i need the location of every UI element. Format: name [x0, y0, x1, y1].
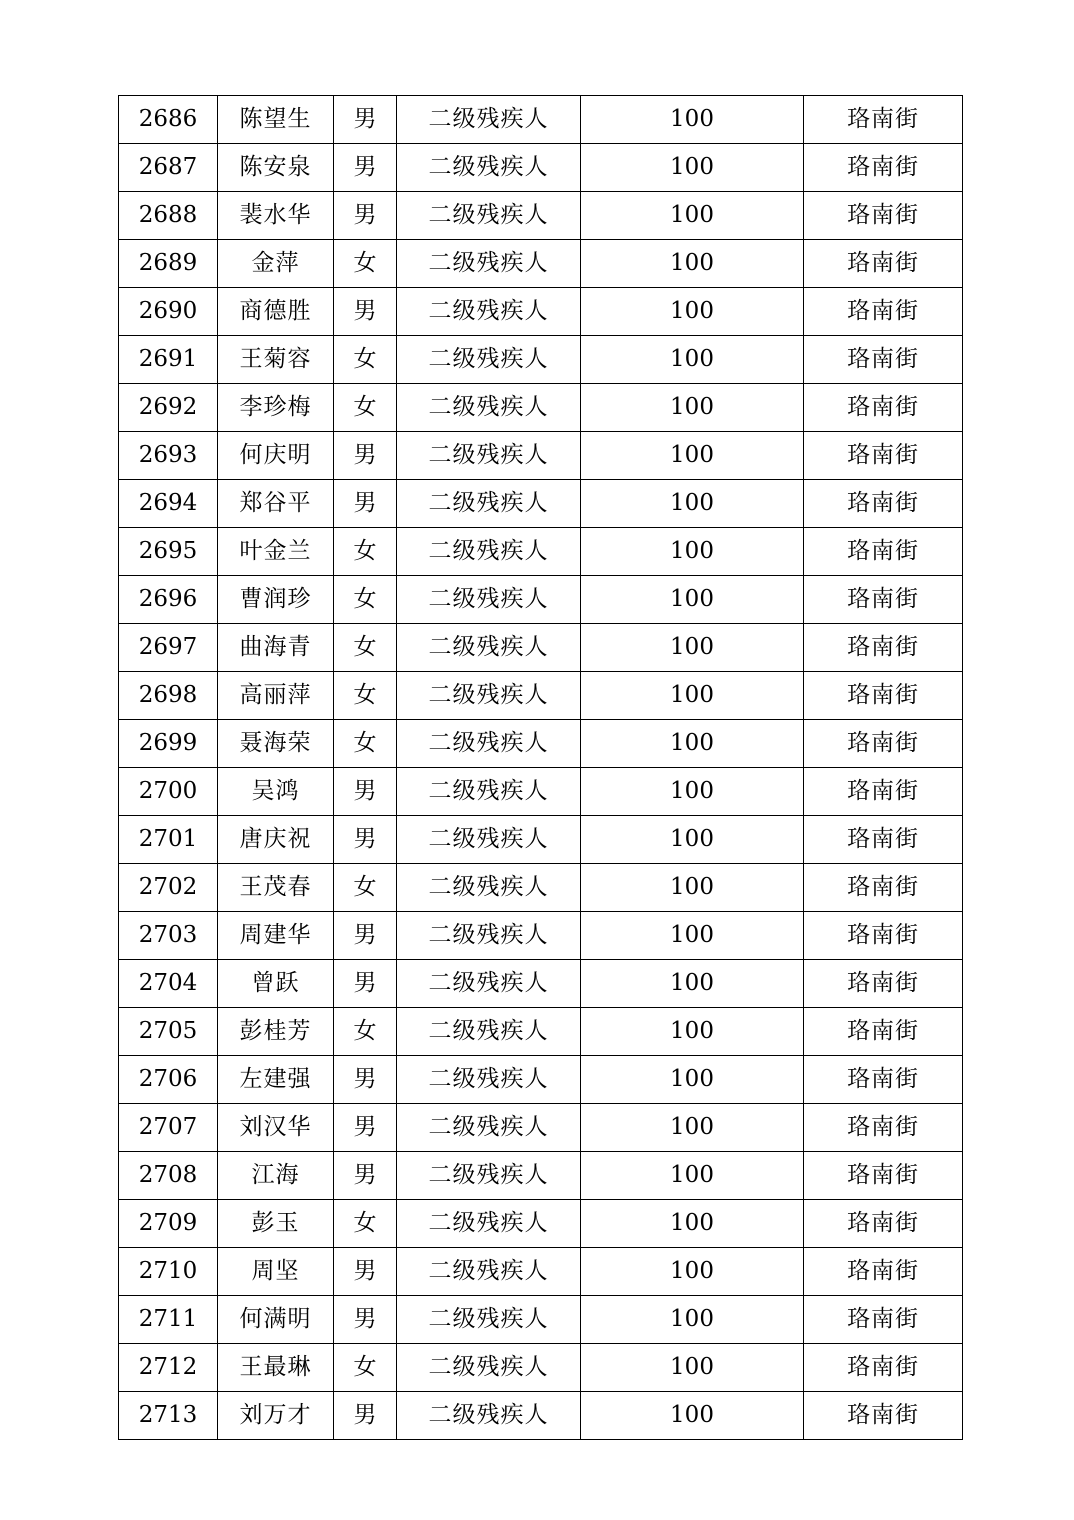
cell-gender: 女 — [334, 1344, 397, 1392]
cell-amount: 100 — [581, 864, 804, 912]
table-row — [119, 288, 963, 336]
cell-category: 二级残疾人 — [397, 432, 581, 480]
cell-amount: 100 — [581, 672, 804, 720]
cell-street: 珞南街 — [804, 528, 963, 576]
cell-street: 珞南街 — [804, 720, 963, 768]
cell-name: 曹润珍 — [218, 576, 334, 624]
cell-id: 2708 — [119, 1152, 218, 1200]
cell-street: 珞南街 — [804, 912, 963, 960]
cell-name: 刘汉华 — [218, 1104, 334, 1152]
cell-street: 珞南街 — [804, 672, 963, 720]
table-row — [119, 816, 963, 864]
cell-gender: 男 — [334, 288, 397, 336]
cell-street: 珞南街 — [804, 864, 963, 912]
cell-name: 吴鸿 — [218, 768, 334, 816]
cell-id: 2707 — [119, 1104, 218, 1152]
cell-id: 2694 — [119, 480, 218, 528]
cell-amount: 100 — [581, 288, 804, 336]
cell-id: 2687 — [119, 144, 218, 192]
cell-name: 李珍梅 — [218, 384, 334, 432]
cell-id: 2697 — [119, 624, 218, 672]
cell-id: 2692 — [119, 384, 218, 432]
cell-id: 2705 — [119, 1008, 218, 1056]
cell-street: 珞南街 — [804, 1104, 963, 1152]
cell-name: 曾跃 — [218, 960, 334, 1008]
cell-gender: 男 — [334, 1104, 397, 1152]
cell-category: 二级残疾人 — [397, 1296, 581, 1344]
cell-category: 二级残疾人 — [397, 816, 581, 864]
cell-category: 二级残疾人 — [397, 1104, 581, 1152]
cell-gender: 女 — [334, 1008, 397, 1056]
cell-amount: 100 — [581, 336, 804, 384]
cell-id: 2703 — [119, 912, 218, 960]
cell-amount: 100 — [581, 240, 804, 288]
cell-name: 王茂春 — [218, 864, 334, 912]
table-row — [119, 1248, 963, 1296]
cell-gender: 男 — [334, 1248, 397, 1296]
cell-gender: 男 — [334, 912, 397, 960]
cell-amount: 100 — [581, 1296, 804, 1344]
cell-id: 2696 — [119, 576, 218, 624]
cell-category: 二级残疾人 — [397, 384, 581, 432]
cell-amount: 100 — [581, 624, 804, 672]
table-row — [119, 432, 963, 480]
table-row — [119, 768, 963, 816]
cell-name: 叶金兰 — [218, 528, 334, 576]
cell-category: 二级残疾人 — [397, 96, 581, 144]
cell-id: 2701 — [119, 816, 218, 864]
cell-id: 2713 — [119, 1392, 218, 1440]
cell-name: 左建强 — [218, 1056, 334, 1104]
cell-gender: 女 — [334, 336, 397, 384]
cell-amount: 100 — [581, 1344, 804, 1392]
table-row — [119, 720, 963, 768]
cell-gender: 女 — [334, 576, 397, 624]
cell-amount: 100 — [581, 816, 804, 864]
cell-name: 陈望生 — [218, 96, 334, 144]
cell-gender: 女 — [334, 240, 397, 288]
cell-gender: 男 — [334, 960, 397, 1008]
cell-id: 2712 — [119, 1344, 218, 1392]
table-row — [119, 96, 963, 144]
cell-category: 二级残疾人 — [397, 768, 581, 816]
cell-id: 2693 — [119, 432, 218, 480]
cell-category: 二级残疾人 — [397, 1392, 581, 1440]
cell-id: 2691 — [119, 336, 218, 384]
cell-id: 2710 — [119, 1248, 218, 1296]
cell-amount: 100 — [581, 1392, 804, 1440]
cell-gender: 女 — [334, 1200, 397, 1248]
cell-id: 2686 — [119, 96, 218, 144]
cell-street: 珞南街 — [804, 432, 963, 480]
table-row — [119, 960, 963, 1008]
cell-amount: 100 — [581, 1248, 804, 1296]
cell-street: 珞南街 — [804, 144, 963, 192]
cell-category: 二级残疾人 — [397, 720, 581, 768]
table-row — [119, 528, 963, 576]
cell-street: 珞南街 — [804, 1200, 963, 1248]
cell-amount: 100 — [581, 432, 804, 480]
table-row — [119, 1344, 963, 1392]
cell-street: 珞南街 — [804, 480, 963, 528]
cell-street: 珞南街 — [804, 384, 963, 432]
table-row — [119, 1296, 963, 1344]
table-row — [119, 480, 963, 528]
table-row — [119, 336, 963, 384]
cell-name: 何满明 — [218, 1296, 334, 1344]
table-row — [119, 192, 963, 240]
cell-amount: 100 — [581, 768, 804, 816]
cell-id: 2709 — [119, 1200, 218, 1248]
cell-amount: 100 — [581, 192, 804, 240]
table-row — [119, 1152, 963, 1200]
cell-amount: 100 — [581, 96, 804, 144]
cell-name: 彭桂芳 — [218, 1008, 334, 1056]
cell-amount: 100 — [581, 1008, 804, 1056]
cell-gender: 女 — [334, 672, 397, 720]
cell-amount: 100 — [581, 720, 804, 768]
cell-street: 珞南街 — [804, 240, 963, 288]
cell-amount: 100 — [581, 1104, 804, 1152]
cell-street: 珞南街 — [804, 576, 963, 624]
table-row — [119, 1392, 963, 1440]
cell-street: 珞南街 — [804, 1248, 963, 1296]
cell-category: 二级残疾人 — [397, 960, 581, 1008]
table-row — [119, 240, 963, 288]
cell-gender: 女 — [334, 384, 397, 432]
table-row — [119, 1056, 963, 1104]
cell-name: 裴水华 — [218, 192, 334, 240]
cell-name: 彭玉 — [218, 1200, 334, 1248]
cell-gender: 男 — [334, 432, 397, 480]
cell-amount: 100 — [581, 1200, 804, 1248]
cell-name: 聂海荣 — [218, 720, 334, 768]
cell-category: 二级残疾人 — [397, 624, 581, 672]
cell-amount: 100 — [581, 528, 804, 576]
table-row — [119, 144, 963, 192]
cell-category: 二级残疾人 — [397, 1056, 581, 1104]
cell-name: 江海 — [218, 1152, 334, 1200]
cell-id: 2695 — [119, 528, 218, 576]
cell-category: 二级残疾人 — [397, 1344, 581, 1392]
cell-gender: 男 — [334, 816, 397, 864]
table-row — [119, 1008, 963, 1056]
cell-street: 珞南街 — [804, 624, 963, 672]
cell-gender: 女 — [334, 624, 397, 672]
cell-name: 王菊容 — [218, 336, 334, 384]
cell-gender: 男 — [334, 480, 397, 528]
cell-id: 2704 — [119, 960, 218, 1008]
cell-amount: 100 — [581, 912, 804, 960]
cell-name: 周建华 — [218, 912, 334, 960]
cell-gender: 女 — [334, 720, 397, 768]
cell-name: 刘万才 — [218, 1392, 334, 1440]
cell-category: 二级残疾人 — [397, 1008, 581, 1056]
cell-gender: 女 — [334, 528, 397, 576]
cell-gender: 男 — [334, 1296, 397, 1344]
cell-name: 郑谷平 — [218, 480, 334, 528]
cell-amount: 100 — [581, 384, 804, 432]
cell-name: 周坚 — [218, 1248, 334, 1296]
cell-street: 珞南街 — [804, 1152, 963, 1200]
cell-category: 二级残疾人 — [397, 1248, 581, 1296]
cell-name: 唐庆祝 — [218, 816, 334, 864]
cell-amount: 100 — [581, 144, 804, 192]
cell-name: 王最琳 — [218, 1344, 334, 1392]
cell-street: 珞南街 — [804, 1344, 963, 1392]
cell-name: 金萍 — [218, 240, 334, 288]
cell-id: 2698 — [119, 672, 218, 720]
cell-category: 二级残疾人 — [397, 864, 581, 912]
cell-gender: 男 — [334, 1392, 397, 1440]
cell-category: 二级残疾人 — [397, 480, 581, 528]
cell-amount: 100 — [581, 480, 804, 528]
cell-category: 二级残疾人 — [397, 288, 581, 336]
cell-gender: 男 — [334, 144, 397, 192]
cell-category: 二级残疾人 — [397, 1152, 581, 1200]
cell-category: 二级残疾人 — [397, 240, 581, 288]
cell-category: 二级残疾人 — [397, 912, 581, 960]
cell-id: 2688 — [119, 192, 218, 240]
cell-amount: 100 — [581, 1056, 804, 1104]
cell-street: 珞南街 — [804, 768, 963, 816]
cell-name: 商德胜 — [218, 288, 334, 336]
cell-category: 二级残疾人 — [397, 336, 581, 384]
cell-name: 陈安泉 — [218, 144, 334, 192]
cell-id: 2702 — [119, 864, 218, 912]
cell-gender: 男 — [334, 1056, 397, 1104]
cell-street: 珞南街 — [804, 1008, 963, 1056]
cell-category: 二级残疾人 — [397, 528, 581, 576]
cell-street: 珞南街 — [804, 336, 963, 384]
table-row — [119, 912, 963, 960]
beneficiary-table — [118, 95, 963, 1440]
cell-street: 珞南街 — [804, 1056, 963, 1104]
table-row — [119, 672, 963, 720]
cell-category: 二级残疾人 — [397, 144, 581, 192]
table-row — [119, 1200, 963, 1248]
cell-street: 珞南街 — [804, 96, 963, 144]
cell-id: 2700 — [119, 768, 218, 816]
cell-category: 二级残疾人 — [397, 192, 581, 240]
cell-name: 何庆明 — [218, 432, 334, 480]
table-row — [119, 624, 963, 672]
cell-id: 2706 — [119, 1056, 218, 1104]
cell-gender: 男 — [334, 1152, 397, 1200]
table-row — [119, 1104, 963, 1152]
cell-street: 珞南街 — [804, 960, 963, 1008]
cell-amount: 100 — [581, 960, 804, 1008]
cell-gender: 女 — [334, 864, 397, 912]
cell-amount: 100 — [581, 1152, 804, 1200]
cell-id: 2689 — [119, 240, 218, 288]
cell-id: 2711 — [119, 1296, 218, 1344]
table-row — [119, 384, 963, 432]
cell-id: 2699 — [119, 720, 218, 768]
cell-gender: 男 — [334, 768, 397, 816]
cell-category: 二级残疾人 — [397, 576, 581, 624]
table-row — [119, 576, 963, 624]
cell-name: 高丽萍 — [218, 672, 334, 720]
cell-id: 2690 — [119, 288, 218, 336]
cell-gender: 男 — [334, 192, 397, 240]
cell-street: 珞南街 — [804, 288, 963, 336]
cell-name: 曲海青 — [218, 624, 334, 672]
table-row — [119, 864, 963, 912]
cell-category: 二级残疾人 — [397, 672, 581, 720]
cell-street: 珞南街 — [804, 816, 963, 864]
cell-street: 珞南街 — [804, 1392, 963, 1440]
cell-gender: 男 — [334, 96, 397, 144]
cell-category: 二级残疾人 — [397, 1200, 581, 1248]
cell-street: 珞南街 — [804, 192, 963, 240]
cell-amount: 100 — [581, 576, 804, 624]
table-body — [119, 96, 963, 1440]
cell-street: 珞南街 — [804, 1296, 963, 1344]
